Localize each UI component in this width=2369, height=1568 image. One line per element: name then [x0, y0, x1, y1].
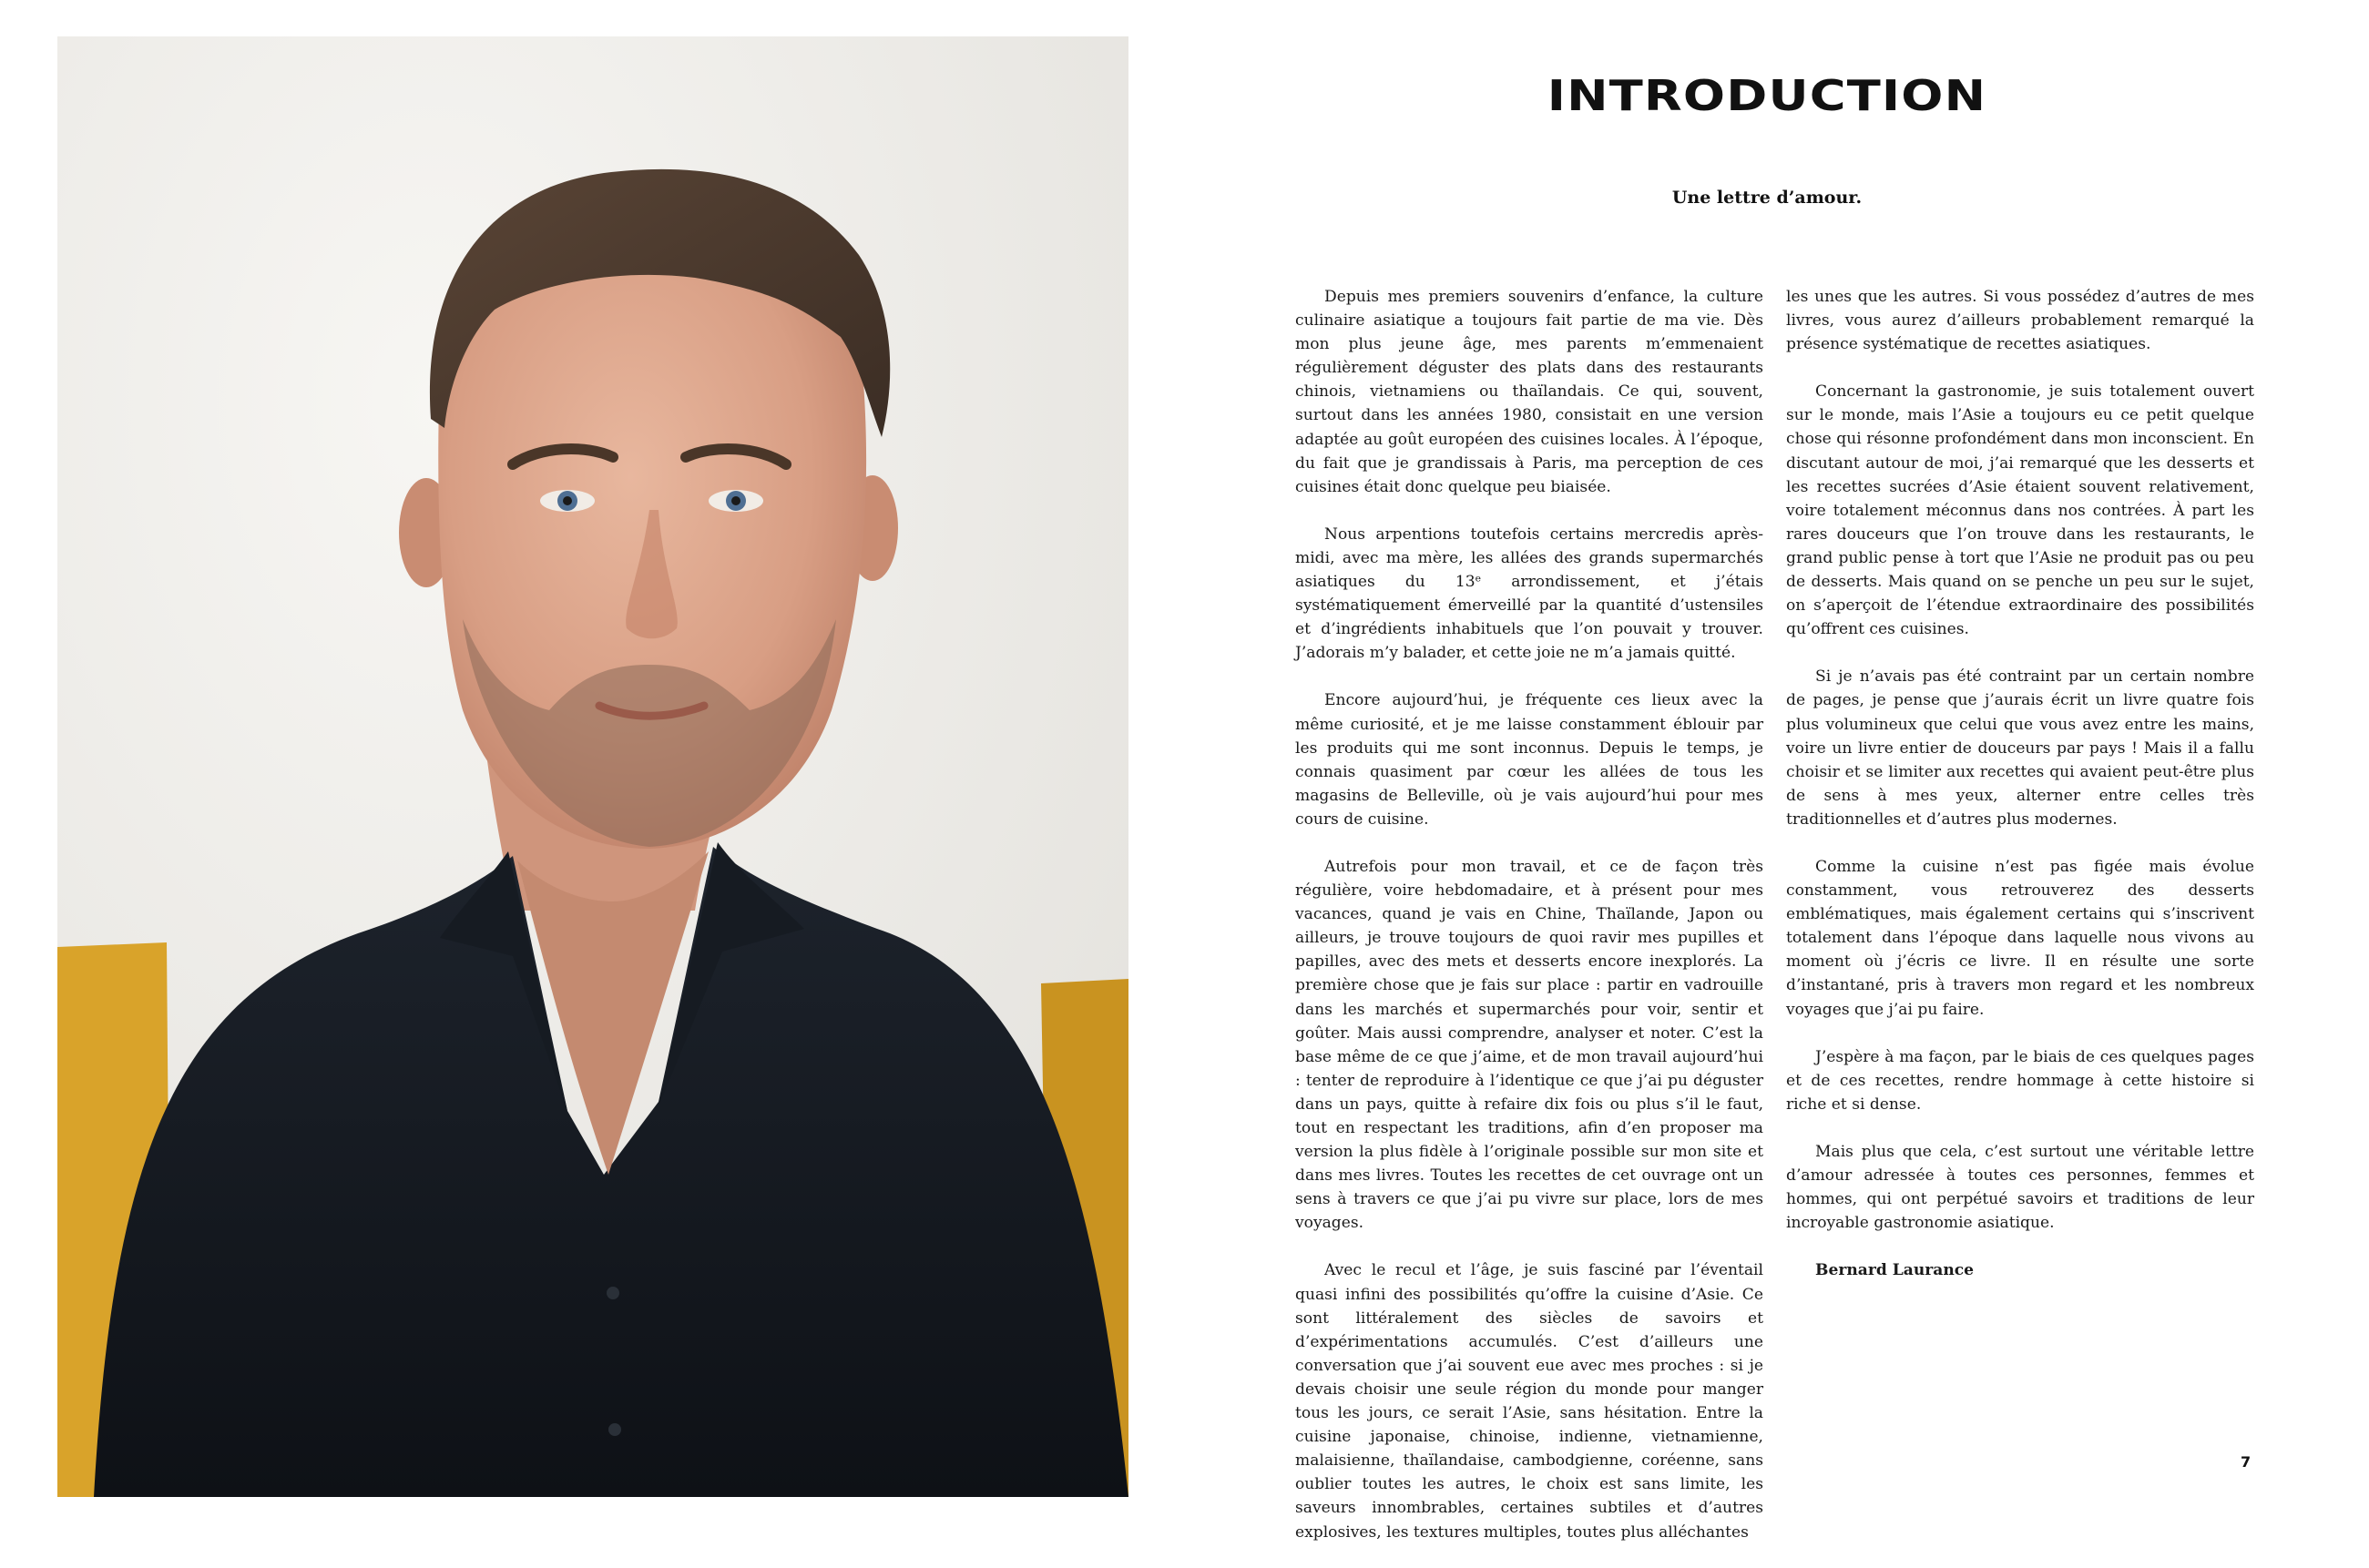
paragraph: Concernant la gastronomie, je suis totalement ouvert sur le monde, mais l’Asie a toujours eu ce petit quelque chose qui résonne profondément dans mon inconscient. En discutant autour de moi, j’ai remarqué que les desserts et les recettes sucrées d’Asie étaient souvent relativement, voire totalement méconnus dans nos contrées. À part les rares douceurs que l’on trouve dans les restaurants, le grand public pense à tort que l’Asie ne produit pas ou peu de desserts. Mais quand on se penche un peu sur le sujet, on s’aperçoit de l’étendue extraordinaire des possibilités qu’offrent ces cuisines. [1786, 382, 2254, 639]
text-column-right [1786, 285, 2254, 1306]
paragraph: Autrefois pour mon travail, et ce de façon très régulière, voire hebdomadaire, et à présent pour mes vacances, quand je vais en Chine, Thaïlande, Japon ou ailleurs, je trouve toujours de quoi ravir mes pupilles et papilles, avec des mets et desserts encore inexplorés. La première chose que je fais sur place : partir en vadrouille dans les marchés et supermarchés pour voir, sentir et goûter. Mais aussi comprendre, analyser et noter. C’est la base même de ce que j’aime, et de mon travail aujourd’hui : tenter de reproduire à l’identique ce que j’ai pu déguster dans un pays, quitte à refaire dix fois ou plus s’il le faut, tout en respectant les traditions, afin d’en proposer ma version la plus fidèle à l’originale possible sur mon site et dans mes livres. Toutes les recettes de cet ouvrage ont un sens à travers ce que j’ai pu vivre sur place, lors de mes voyages. [1295, 857, 1763, 1233]
paragraph: Encore aujourd’hui, je fréquente ces lieux avec la même curiosité, et je me laisse constamment éblouir par les produits qui me sont inconnus. Depuis le temps, je connais quasiment par cœur les allées de tous les magasins de Belleville, où je vais aujourd’hui pour mes cours de cuisine. [1295, 691, 1763, 829]
author-signature: Bernard Laurance [1815, 1261, 1975, 1280]
paragraph: Mais plus que cela, c’est surtout une véritable lettre d’amour adressée à toutes ces personnes, femmes et hommes, qui ont perpétué savoirs et traditions de leur incroyable gastronomie asiatique. [1786, 1142, 2254, 1233]
page-subtitle: Une lettre d’amour. [1671, 188, 1863, 208]
page-title: INTRODUCTION [1547, 71, 1987, 120]
page-number: 7 [2241, 1453, 2252, 1471]
paragraph: Nous arpentions toutefois certains mercredis après-midi, avec ma mère, les allées des grands supermarchés asiatiques du 13ᵉ arrondissement, et j’étais systématiquement émerveillé par la quantité d’ustensiles et d’ingrédients inhabituels que l’on pouvait y trouver. J’adorais m’y balader, et cette joie ne m’a jamais quitté. [1295, 524, 1763, 663]
author-portrait-photo [57, 36, 1128, 1497]
paragraph: Comme la cuisine n’est pas figée mais évolue constamment, vous retrouverez des desserts emblématiques, mais également certains qui s’inscrivent totalement dans l’époque dans laquelle nous vivons au moment où j’écris ce livre. Il en résulte une sorte d’instantané, pris à travers mon regard et les nombreux voyages que j’ai pu faire. [1786, 857, 2254, 1019]
portrait-illustration [57, 36, 1128, 1497]
paragraph: Avec le recul et l’âge, je suis fasciné par l’éventail quasi infini des possibilités qu’offre la cuisine d’Asie. Ce sont littéralement des siècles de savoirs et d’expérimentations accumulés. C’est d’ailleurs une conversation que j’ai souvent eue avec mes proches : si je devais choisir une seule région du monde pour manger tous les jours, ce serait l’Asie, sans hésitation. Entre la cuisine japonaise, chinoise, indienne, vietnamienne, malaisienne, thaïlandaise, cambodgienne, coréenne, sans oublier toutes les autres, le choix est sans limite, les saveurs innombrables, certaines subtiles et d’autres explosives, les textures multiples, toutes plus alléchantes [1295, 1261, 1763, 1542]
paragraph: J’espère à ma façon, par le biais de ces quelques pages et de ces recettes, rendre hommage à cette histoire si riche et si dense. [1786, 1047, 2254, 1114]
paragraph: les unes que les autres. Si vous possédez d’autres de mes livres, vous aurez d’ailleurs probablement remarqué la présence systématique de recettes asiatiques. [1786, 288, 2254, 354]
paragraph: Depuis mes premiers souvenirs d’enfance, la culture culinaire asiatique a toujours fait partie de ma vie. Dès mon plus jeune âge, mes parents m’emmenaient régulièrement déguster des plats dans des restaurants chinois, vietnamiens ou thaïlandais. Ce qui, souvent, surtout dans les années 1980, consistait en une version adaptée au goût européen des cuisines locales. À l’époque, du fait que je grandissais à Paris, ma perception de ces cuisines était donc quelque peu biaisée. [1295, 288, 1763, 496]
text-column-left [1295, 285, 1763, 1568]
paragraph: Si je n’avais pas été contraint par un certain nombre de pages, je pense que j’aurais écrit un livre quatre fois plus volumineux que celui que vous avez entre les mains, voire un livre entier de douceurs par pays ! Mais il a fallu choisir et se limiter aux recettes qui avaient peut-être plus de sens à mes yeux, alterner entre celles très traditionnelles et d’autres plus modernes. [1786, 667, 2254, 829]
